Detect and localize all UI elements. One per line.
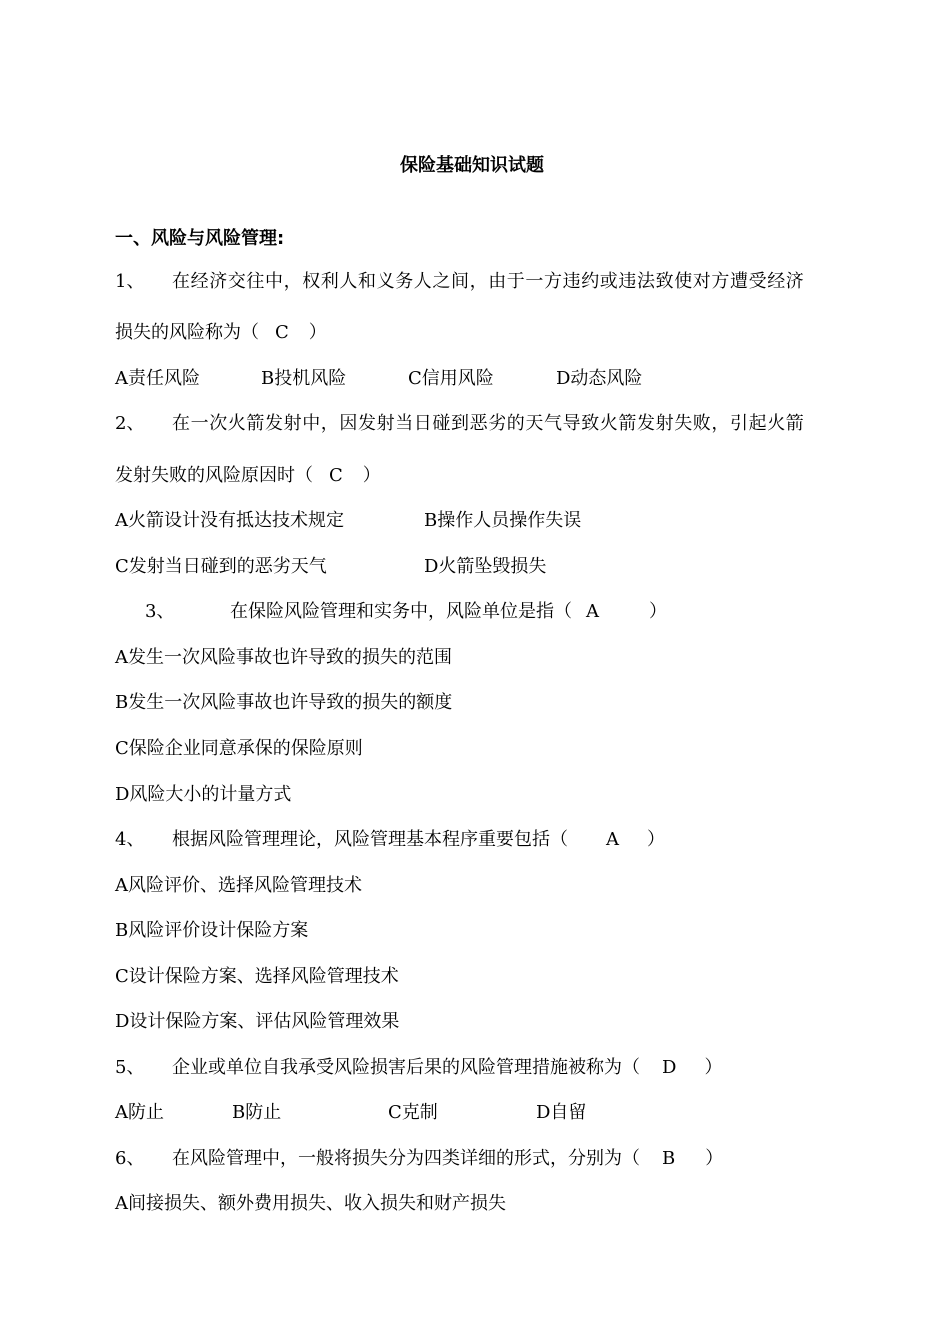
option-a: A风险评价、选择风险管理技术 [115, 875, 362, 896]
answer-letter: A [586, 601, 599, 622]
option-d: D风险大小的计量方式 [115, 784, 292, 805]
option-b: B防止 [232, 1102, 282, 1123]
question-text-line1 [172, 1056, 722, 1080]
option-c: C设计保险方案、选择风险管理技术 [115, 966, 399, 987]
option-c: C克制 [388, 1102, 438, 1123]
question-text-line1: 在经济交往中，权利人和义务人之间，由于一方违约或违法致使对方遭受经济 [172, 271, 805, 292]
answer-close: ） [308, 322, 327, 343]
question-text-line2 [115, 464, 381, 488]
question-number: 2、 [115, 413, 145, 434]
answer-close: ） [704, 1057, 723, 1078]
answer-letter: D [662, 1057, 677, 1078]
question-number: 6、 [115, 1148, 145, 1169]
answer-letter: C [275, 322, 289, 343]
question-stem: 企业或单位自我承受风险损害后果的风险管理措施被称为（ [172, 1057, 640, 1078]
option-c: C信用风险 [408, 368, 494, 389]
question-text-line1 [172, 828, 665, 852]
answer-close: ） [649, 601, 667, 622]
question-number: 4、 [115, 829, 145, 850]
option-a: A发生一次风险事故也许导致的损失的范围 [115, 647, 452, 668]
answer-letter: C [329, 465, 343, 486]
question-stem: 损失的风险称为（ [115, 322, 259, 343]
question-number: 1、 [115, 271, 145, 292]
question-stem: 发射失败的风险原因时（ [115, 465, 313, 486]
option-c: C保险企业同意承保的保险原则 [115, 738, 363, 759]
option-b: B发生一次风险事故也许导致的损失的额度 [115, 692, 453, 713]
option-b: B投机风险 [261, 368, 347, 389]
option-d: D设计保险方案、评估风险管理效果 [115, 1011, 400, 1032]
answer-close: ） [362, 465, 381, 486]
option-d: D动态风险 [556, 368, 643, 389]
question-stem: 在保险风险管理和实务中，风险单位是指（ [230, 601, 572, 622]
option-a: A责任风险 [115, 368, 200, 389]
answer-letter: A [606, 829, 619, 850]
answer-close: ） [705, 1148, 724, 1169]
page-title: 保险基础知识试题 [400, 155, 544, 176]
question-text-line1 [230, 600, 667, 624]
answer-close: ） [647, 829, 665, 850]
question-number: 5、 [115, 1057, 145, 1078]
question-stem: 在风险管理中，一般将损失分为四类详细的形式，分别为（ [172, 1148, 640, 1169]
question-text-line1 [172, 1147, 723, 1171]
option-b: B操作人员操作失误 [424, 510, 582, 531]
option-b: B风险评价设计保险方案 [115, 920, 309, 941]
option-d: D自留 [536, 1102, 587, 1123]
section-heading: 一、风险与风险管理: [115, 228, 285, 249]
option-a: A火箭设计没有抵达技术规定 [115, 510, 344, 531]
question-number: 3、 [145, 601, 175, 622]
option-c: C发射当日碰到的恶劣天气 [115, 556, 327, 577]
question-text-line1: 在一次火箭发射中，因发射当日碰到恶劣的天气导致火箭发射失败，引起火箭 [172, 413, 805, 434]
option-a: A防止 [115, 1102, 164, 1123]
answer-letter: B [662, 1148, 676, 1169]
option-d: D火箭坠毁损失 [424, 556, 547, 577]
question-text-line2 [115, 321, 327, 345]
option-a: A间接损失、额外费用损失、收入损失和财产损失 [115, 1193, 506, 1214]
question-stem: 根据风险管理理论，风险管理基本程序重要包括（ [172, 829, 568, 850]
